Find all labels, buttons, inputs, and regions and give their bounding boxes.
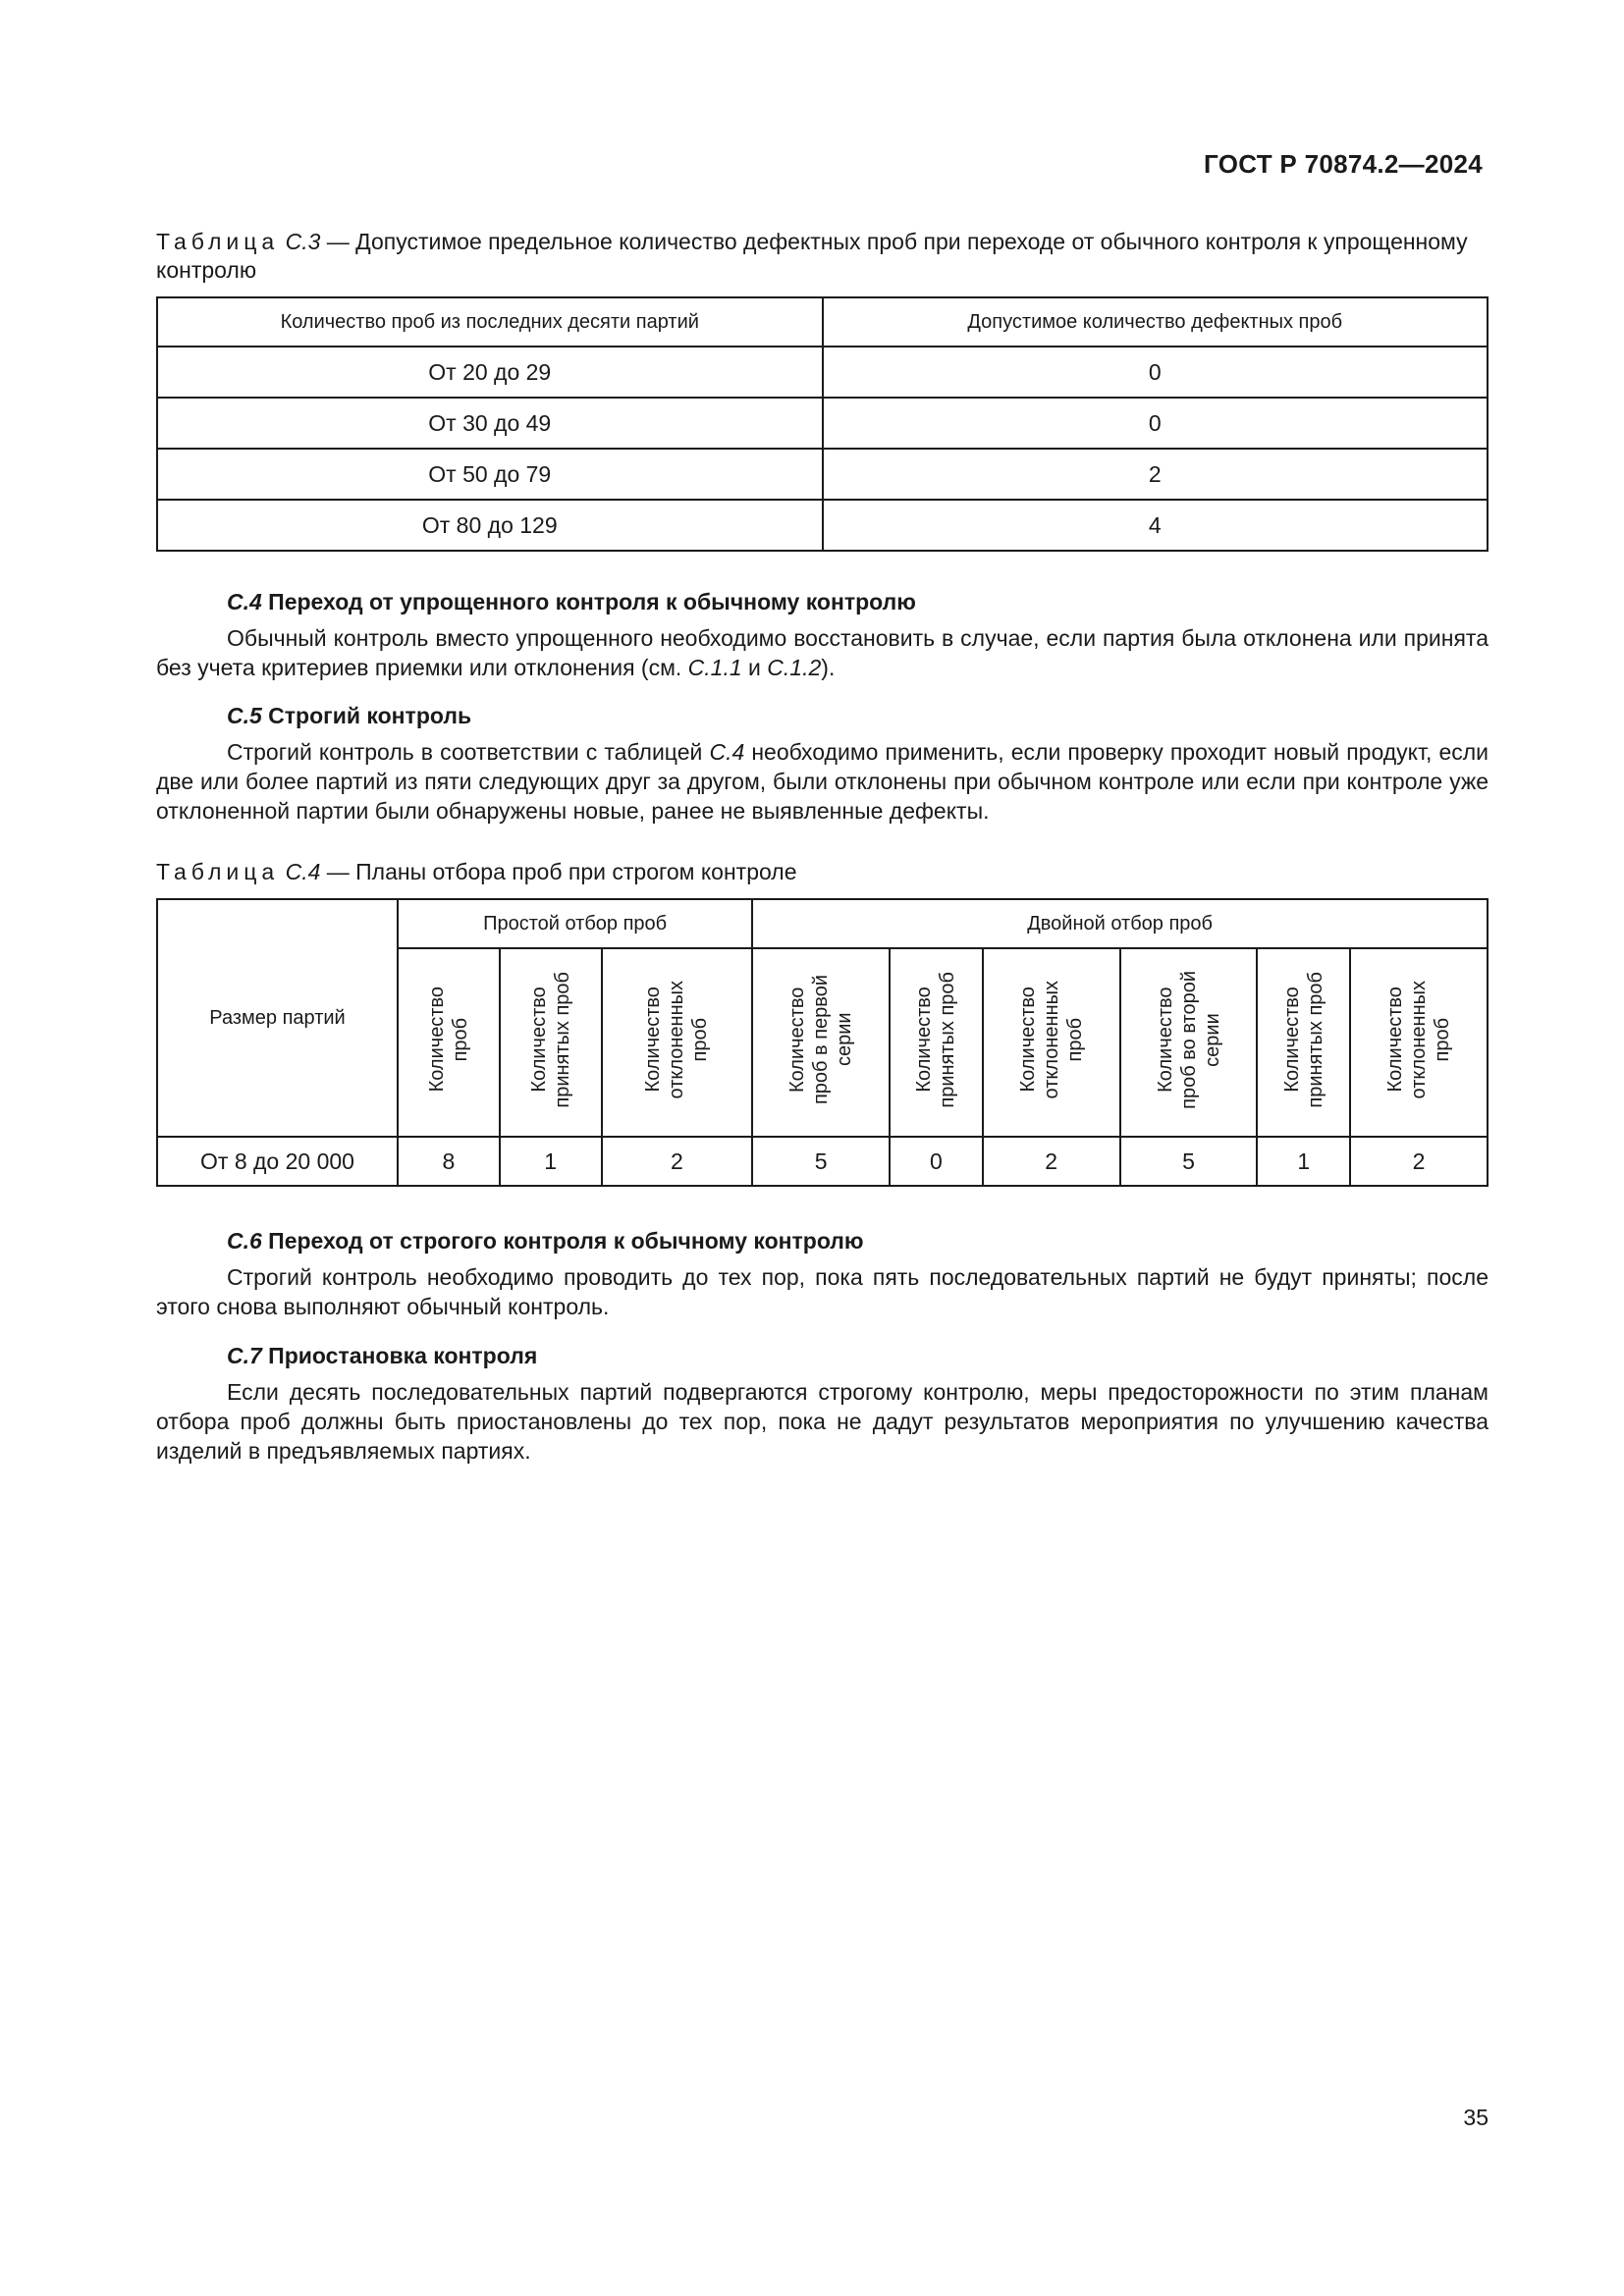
table-caption-number: С.4 [285, 859, 321, 884]
document-id-header: ГОСТ Р 70874.2—2024 [1204, 149, 1483, 179]
subheader-cell [1257, 948, 1350, 1137]
header-group-simple: Простой отбор проб [398, 899, 752, 948]
section-c6 [156, 1228, 1489, 1321]
table-cell: 5 [1120, 1137, 1258, 1186]
subheader-cell [890, 948, 983, 1137]
table-cell: 0 [823, 398, 1489, 449]
page-number: 35 [1463, 2105, 1489, 2130]
table-cell: От 50 до 79 [157, 449, 823, 500]
section-heading [156, 1228, 1489, 1255]
table-row [157, 398, 1488, 449]
table-caption-number: С.3 [285, 229, 321, 254]
table-cell: 0 [890, 1137, 983, 1186]
table-row [157, 1137, 1488, 1186]
rotated-header-text: Количество отклоненных проб [1384, 980, 1453, 1099]
cross-reference: С.4 [709, 739, 745, 765]
section-title: Строгий контроль [261, 703, 472, 728]
cross-reference: С.1.2 [767, 655, 822, 680]
table-header-row [157, 899, 1488, 948]
header-group-double: Двойной отбор проб [752, 899, 1488, 948]
section-paragraph [156, 737, 1489, 826]
section-heading [156, 1343, 1489, 1369]
table-cell: От 20 до 29 [157, 347, 823, 398]
rotated-header-text: Количество принятых проб [1280, 971, 1326, 1108]
section-title: Переход от упрощенного контроля к обычному контролю [261, 589, 916, 614]
table-c3 [156, 296, 1489, 552]
table-cell: 1 [1257, 1137, 1350, 1186]
table-cell: 2 [983, 1137, 1120, 1186]
rotated-header-text: Количество отклоненных проб [1016, 980, 1086, 1099]
section-title: Приостановка контроля [261, 1343, 538, 1368]
table-caption-word: Таблица [156, 229, 280, 254]
table-c3-caption [156, 228, 1489, 285]
table-row [157, 500, 1488, 551]
rotated-header-text: Количество проб во второй серии [1154, 970, 1223, 1109]
section-heading [156, 589, 1489, 615]
section-heading [156, 703, 1489, 729]
table-caption-word: Таблица [156, 859, 280, 884]
section-paragraph [156, 623, 1489, 682]
rotated-header-text: Количество отклоненных проб [642, 980, 712, 1099]
rotated-header-text: Количество проб в первой серии [786, 974, 856, 1105]
subheader-cell [752, 948, 890, 1137]
rotated-header-text: Количество принятых проб [913, 971, 959, 1108]
subheader-cell [602, 948, 753, 1137]
table-row [157, 449, 1488, 500]
table-cell: 2 [602, 1137, 753, 1186]
table-cell: От 30 до 49 [157, 398, 823, 449]
table-cell: От 80 до 129 [157, 500, 823, 551]
table-c3-block [156, 228, 1489, 552]
table-caption-text: — Допустимое предельное количество дефектных проб при переходе от обычного контроля к упрощенному контролю [156, 229, 1468, 283]
subheader-cell [1120, 948, 1258, 1137]
table-c4-block [156, 858, 1489, 1187]
table-cell: 0 [823, 347, 1489, 398]
section-c4 [156, 589, 1489, 682]
paragraph-text: Обычный контроль вместо упрощенного необходимо восстановить в случае, если партия была отклонена или принята без учета критериев приемки или отклонения (см. [156, 625, 1489, 680]
section-c5 [156, 703, 1489, 826]
table-header-row [157, 297, 1488, 347]
paragraph-text: Строгий контроль в соответствии с таблицей [227, 739, 710, 765]
subheader-cell [398, 948, 500, 1137]
table-cell: 5 [752, 1137, 890, 1186]
section-number: С.4 [227, 589, 262, 614]
cross-reference: С.1.1 [687, 655, 742, 680]
subheader-cell [1350, 948, 1488, 1137]
section-number: С.7 [227, 1343, 262, 1368]
table-c4 [156, 898, 1489, 1187]
header-cell-lot-size: Размер партий [157, 899, 398, 1137]
section-number: С.6 [227, 1228, 262, 1254]
table-cell: 2 [823, 449, 1489, 500]
section-paragraph: Если десять последовательных партий подвергаются строгому контролю, меры предосторожности по этим планам отбора проб должны быть приостановлены до тех пор, пока не дадут результатов мероприятия по улучшению качества изделий в предъявляемых партиях. [156, 1379, 1489, 1464]
header-cell: Количество проб из последних десяти партий [157, 297, 823, 347]
table-c4-caption [156, 858, 1489, 886]
table-cell: 1 [500, 1137, 602, 1186]
table-cell: 4 [823, 500, 1489, 551]
header-cell: Допустимое количество дефектных проб [823, 297, 1489, 347]
section-title: Переход от строгого контроля к обычному контролю [261, 1228, 864, 1254]
section-c7 [156, 1343, 1489, 1466]
table-caption-text: — Планы отбора проб при строгом контроле [320, 859, 797, 884]
rotated-header-text: Количество проб [425, 987, 471, 1093]
table-cell: От 8 до 20 000 [157, 1137, 398, 1186]
paragraph-text: ). [821, 655, 836, 680]
section-number: С.5 [227, 703, 262, 728]
paragraph-text: необходимо применить, если проверку проходит новый продукт, если две или более партий из пяти следующих друг за другом, были отклонены при обычном контроле или если при контроле уже отклоненной партии были обнаружены новые, ранее не выявленные дефекты. [156, 739, 1489, 824]
table-cell: 2 [1350, 1137, 1488, 1186]
paragraph-text: и [741, 655, 768, 680]
rotated-header-text: Количество принятых проб [527, 971, 573, 1108]
table-row [157, 347, 1488, 398]
subheader-cell [500, 948, 602, 1137]
section-paragraph: Строгий контроль необходимо проводить до тех пор, пока пять последовательных партий не будут приняты; после этого снова выполняют обычный контроль. [156, 1264, 1489, 1319]
subheader-cell [983, 948, 1120, 1137]
table-cell: 8 [398, 1137, 500, 1186]
